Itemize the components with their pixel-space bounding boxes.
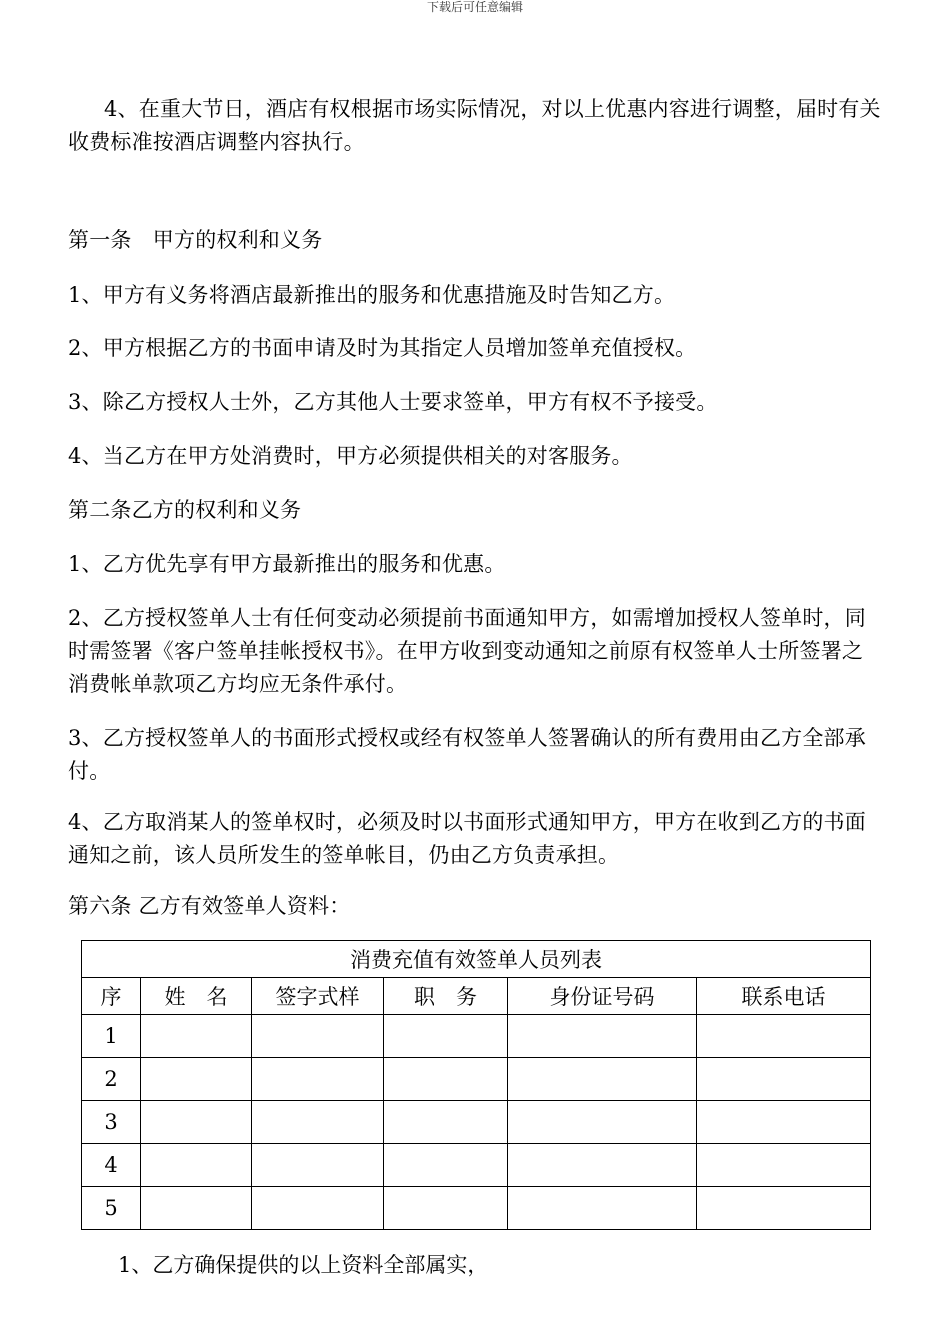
- party-a-item-4: 4、当乙方在甲方处消费时，甲方必须提供相关的对客服务。: [68, 444, 633, 468]
- cell-signature[interactable]: [252, 1144, 384, 1187]
- paragraph-holiday-adjustment: 4、在重大节日，酒店有权根据市场实际情况，对以上优惠内容进行调整，届时有关收费标准按酒店调整内容执行。: [68, 97, 881, 154]
- row-number: 5: [82, 1187, 141, 1230]
- page-header: 下载后可任意编辑: [426, 0, 523, 14]
- cell-id-number[interactable]: [508, 1187, 697, 1230]
- header-phone: 联系电话: [697, 978, 871, 1015]
- table-row: [82, 1144, 871, 1187]
- header-seq: 序: [82, 978, 141, 1015]
- cell-position[interactable]: [384, 1101, 508, 1144]
- cell-position[interactable]: [384, 1187, 508, 1230]
- cell-signature[interactable]: [252, 1058, 384, 1101]
- party-b-item-3: 3、乙方授权签单人的书面形式授权或经有权签单人签署确认的所有费用由乙方全部承付。: [68, 726, 866, 783]
- cell-position[interactable]: [384, 1015, 508, 1058]
- cell-id-number[interactable]: [508, 1058, 697, 1101]
- party-b-item-1: 1、乙方优先享有甲方最新推出的服务和优惠。: [68, 552, 506, 576]
- table-row: [82, 1101, 871, 1144]
- cell-name[interactable]: [141, 1101, 252, 1144]
- header-position: 职 务: [384, 978, 508, 1015]
- party-a-item-2: 2、甲方根据乙方的书面申请及时为其指定人员增加签单充值授权。: [68, 336, 697, 360]
- signer-table-wrapper: [81, 940, 870, 1230]
- table-row: [82, 1015, 871, 1058]
- table-row: [82, 1058, 871, 1101]
- cell-position[interactable]: [384, 1058, 508, 1101]
- row-number: 3: [82, 1101, 141, 1144]
- cell-id-number[interactable]: [508, 1144, 697, 1187]
- cell-name[interactable]: [141, 1058, 252, 1101]
- header-id-number: 身份证号码: [508, 978, 697, 1015]
- cell-name[interactable]: [141, 1015, 252, 1058]
- cell-name[interactable]: [141, 1144, 252, 1187]
- party-b-item-2: 2、乙方授权签单人士有任何变动必须提前书面通知甲方，如需增加授权人签单时，同时需签署《客户签单挂帐授权书》。在甲方收到变动通知之前原有权签单人士所签署之消费帐单款项乙方均应无条件承付。: [68, 606, 866, 696]
- cell-phone[interactable]: [697, 1144, 871, 1187]
- header-name: 姓 名: [141, 978, 252, 1015]
- table-row: [82, 1187, 871, 1230]
- cell-phone[interactable]: [697, 1058, 871, 1101]
- cell-position[interactable]: [384, 1144, 508, 1187]
- party-b-item-4: 4、乙方取消某人的签单权时，必须及时以书面形式通知甲方，甲方在收到乙方的书面通知之前，该人员所发生的签单帐目，仍由乙方负责承担。: [68, 810, 866, 867]
- section-heading-signers: 第六条 乙方有效签单人资料：: [68, 894, 351, 918]
- row-number: 4: [82, 1144, 141, 1187]
- section-heading-party-a: 第一条 甲方的权利和义务: [68, 228, 323, 252]
- section-heading-party-b: 第二条乙方的权利和义务: [68, 498, 302, 522]
- row-number: 2: [82, 1058, 141, 1101]
- party-a-item-3: 3、除乙方授权人士外，乙方其他人士要求签单，甲方有权不予接受。: [68, 390, 718, 414]
- cell-signature[interactable]: [252, 1101, 384, 1144]
- row-number: 1: [82, 1015, 141, 1058]
- cell-id-number[interactable]: [508, 1101, 697, 1144]
- cell-name[interactable]: [141, 1187, 252, 1230]
- cell-phone[interactable]: [697, 1101, 871, 1144]
- cell-signature[interactable]: [252, 1187, 384, 1230]
- table-caption: 消费充值有效签单人员列表: [82, 941, 871, 978]
- header-signature-sample: 签字式样: [252, 978, 384, 1015]
- signer-table: [81, 940, 871, 1230]
- confirmation-clause: 1、乙方确保提供的以上资料全部属实，: [118, 1253, 489, 1277]
- party-a-item-1: 1、甲方有义务将酒店最新推出的服务和优惠措施及时告知乙方。: [68, 283, 676, 307]
- cell-phone[interactable]: [697, 1187, 871, 1230]
- cell-phone[interactable]: [697, 1015, 871, 1058]
- cell-signature[interactable]: [252, 1015, 384, 1058]
- cell-id-number[interactable]: [508, 1015, 697, 1058]
